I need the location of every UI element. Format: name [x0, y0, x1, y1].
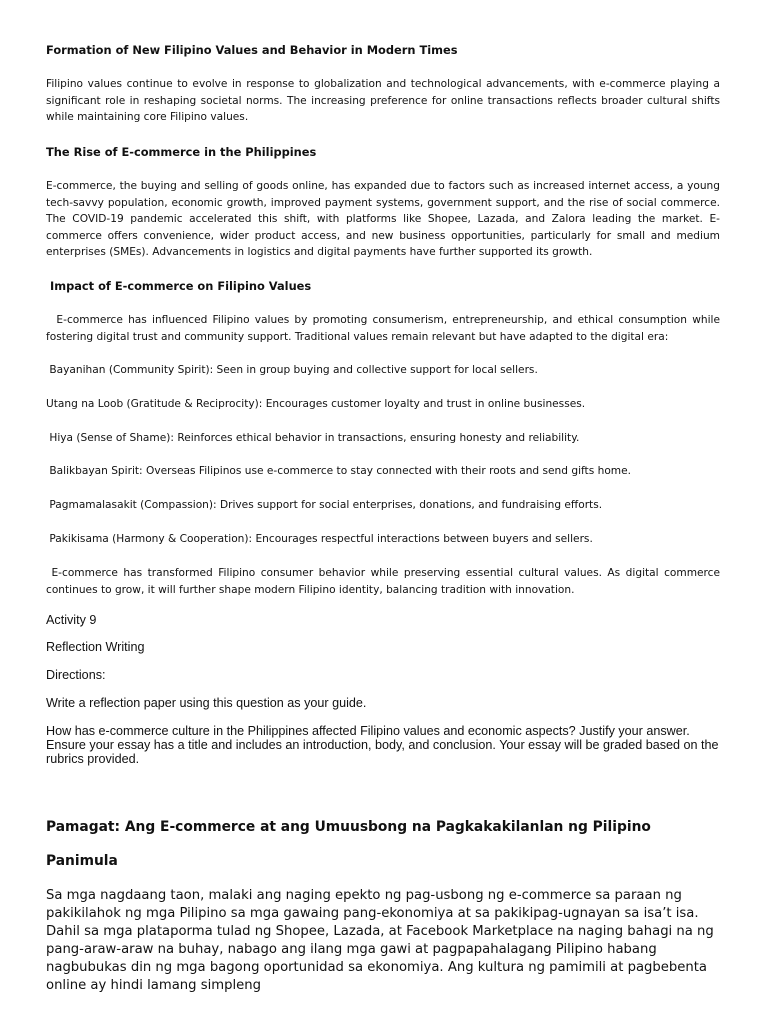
- value-item: Balikbayan Spirit: Overseas Filipinos use e-commerce to stay connected with their roots and send gifts home.: [46, 465, 631, 477]
- value-item: Pakikisama (Harmony & Cooperation): Encourages respectful interactions between buyers and sellers.: [46, 533, 593, 545]
- value-item: Utang na Loob (Gratitude & Reciprocity): Encourages customer loyalty and trust in online businesses.: [46, 398, 586, 410]
- directions-text: Write a reflection paper using this question as your guide.: [46, 696, 367, 710]
- section-heading: Impact of E-commerce on Filipino Values: [46, 279, 312, 293]
- section-heading: Formation of New Filipino Values and Behavior in Modern Times: [46, 43, 458, 57]
- paragraph: E-commerce has transformed Filipino consumer behavior while preserving essential cultural values. As digital commerce continues to grow, it will further shape modern Filipino identity, balancing tradition with innovation.: [46, 567, 724, 596]
- paragraph: Filipino values continue to evolve in response to globalization and technological advancements, with e-commerce playing a significant role in reshaping societal norms. The increasing preference for online transactions reflects broader cultural shifts while maintaining core Filipino values.: [46, 78, 720, 124]
- section-heading: The Rise of E-commerce in the Philippines: [46, 145, 317, 159]
- value-item: Bayanihan (Community Spirit): Seen in group buying and collective support for local sellers.: [46, 364, 538, 376]
- essay-title: Pamagat: Ang E-commerce at ang Umuusbong na Pagkakakilanlan ng Pilipino: [46, 819, 651, 835]
- value-item: Pagmamalasakit (Compassion): Drives support for social enterprises, donations, and fundraising efforts.: [46, 499, 603, 511]
- activity-title: Reflection Writing: [46, 640, 145, 654]
- paragraph: E-commerce, the buying and selling of goods online, has expanded due to factors such as increased internet access, a young tech-savvy population, economic growth, improved payment systems, government support, and the rise of social commerce. The COVID-19 pandemic accelerated this shift, with platforms like Shopee, Lazada, and Zalora leading the market. E-commerce offers convenience, wider product access, and new business opportunities, particularly for small and medium enterprises (SMEs). Advancements in logistics and digital payments have further supported its growth.: [46, 180, 720, 259]
- activity-number: Activity 9: [46, 613, 97, 627]
- intro-paragraph: Sa mga nagdaang taon, malaki ang naging epekto ng pag-usbong ng e-commerce sa paraan ng pakikilahok ng mga Pilipino sa mga gawaing pang-ekonomiya at sa pakikipag-ugnayan sa isa’t isa. Dahil sa mga plataporma tulad ng Shopee, Lazada, at Facebook Marketplace na naging bahagi na ng pang-araw-araw na buhay, nabago ang ilang mga gawi at pagpapahalagang Pilipino habang nagbubukas din ng mga bagong oportunidad sa ekonomiya. Ang kultura ng pamimili at pagbebenta online ay hindi lamang simpleng: [46, 888, 714, 993]
- directions-label: Directions:: [46, 668, 106, 682]
- value-item: Hiya (Sense of Shame): Reinforces ethical behavior in transactions, ensuring honesty and reliability.: [46, 432, 580, 444]
- intro-heading: Panimula: [46, 853, 118, 869]
- paragraph: E-commerce has influenced Filipino values by promoting consumerism, entrepreneurship, and ethical consumption while fostering digital trust and community support. Traditional values remain relevant but have adapted to the digital era:: [46, 314, 724, 343]
- activity-question: How has e-commerce culture in the Philippines affected Filipino values and economic aspects? Justify your answer. Ensure your essay has a title and includes an introduction, body, and conclusion. Your essay will be graded based on the rubrics provided.: [46, 724, 719, 766]
